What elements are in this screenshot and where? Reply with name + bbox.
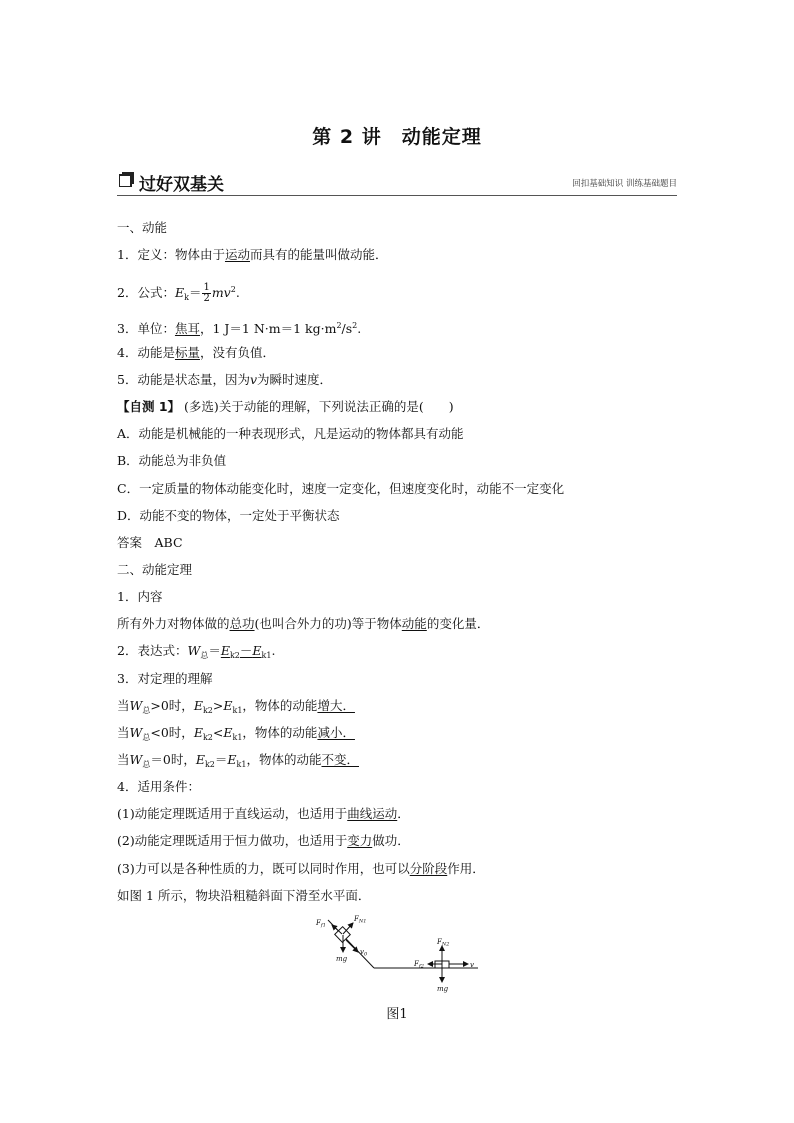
quiz-option-a: A．动能是机械能的一种表现形式，凡是运动的物体都具有动能 (117, 426, 464, 441)
unit-line: 3．单位：焦耳，1 J＝1 N·m＝1 $kg\cdot m^2/s^2$. (117, 321, 362, 336)
quiz-option-d: D．动能不变的物体，一定处于平衡状态 (117, 508, 340, 523)
figure-intro: 如图 1 所示，物块沿粗糙斜面下滑至水平面． (117, 888, 371, 903)
page-title: 第 2 讲 动能定理 (312, 126, 482, 148)
applicable-3: (3)力可以是各种性质的力，既可以同时作用，也可以分阶段作用． (117, 861, 485, 876)
section-header (117, 171, 677, 196)
section-subheading: 回扣基础知识 训练基础题目 (572, 179, 677, 189)
label-mg2: mg (437, 985, 449, 993)
incline-block (332, 923, 358, 952)
content-heading: 1．内容 (117, 589, 163, 604)
label-fn2: $F_{N2}$ (437, 938, 450, 948)
quiz-option-c: C．一定质量的物体动能变化时，速度一定变化，但速度变化时，动能不一定变化 (117, 481, 565, 496)
definition-line: 1．定义：物体由于运动而具有的能量叫做动能． (117, 247, 388, 262)
label-mg1: mg (336, 955, 348, 963)
label-ff2: $F_{f2}$ (414, 960, 424, 970)
ground-block (428, 946, 468, 982)
case-negative: 当$W_总<0$时，$E_{k2}<E_{k1}$，物体的动能减小． (117, 725, 355, 742)
section-square-icon (119, 172, 134, 187)
content-line: 所有外力对物体做的总功(也叫合外力的功)等于物体动能的变化量． (117, 616, 490, 631)
applicable-2: (2)动能定理既适用于恒力做功，也适用于变力做功． (117, 833, 410, 848)
formula-line: 2．公式：$E_k=$ $\frac{1}{2}$ $mv^2$. (117, 282, 240, 304)
part1-heading: 一、动能 (117, 220, 168, 235)
label-fn1: $F_{N1}$ (354, 915, 367, 925)
applicable-1: (1)动能定理既适用于直线运动，也适用于曲线运动． (117, 806, 410, 821)
expression-line: 2．表达式：$W_总=E_{k2}-E_{k1}$. (117, 643, 276, 660)
part2-heading: 二、动能定理 (117, 562, 193, 577)
section-heading: 过好双基关 (139, 175, 224, 195)
label-ff1: $F_{f1}$ (316, 919, 326, 929)
case-positive: 当$W_总>0$时，$E_{k2}>E_{k1}$，物体的动能增大． (117, 698, 355, 715)
case-zero: 当$W_总=0$时，$E_{k2}=E_{k1}$，物体的动能不变． (117, 752, 359, 769)
label-v0: $v_0$ (360, 948, 368, 958)
applicable-heading: 4．适用条件： (117, 779, 200, 794)
label-v: v (470, 961, 474, 969)
scalar-line: 4．动能是标量，没有负值． (117, 345, 275, 360)
quiz-question: 【自测 1】 (多选)关于动能的理解，下列说法正确的是( ) (117, 399, 454, 414)
figure-caption: 图1 (386, 1007, 408, 1022)
quiz-option-b: B．动能总为非负值 (117, 453, 227, 468)
quiz-answer: 答案 ABC (117, 535, 183, 550)
fraction-half: $\frac{1}{2}$ (203, 282, 210, 304)
state-line: 5．动能是状态量，因为v为瞬时速度． (117, 372, 333, 387)
incline-force-diagram (310, 912, 490, 994)
understand-heading: 3．对定理的理解 (117, 671, 213, 686)
